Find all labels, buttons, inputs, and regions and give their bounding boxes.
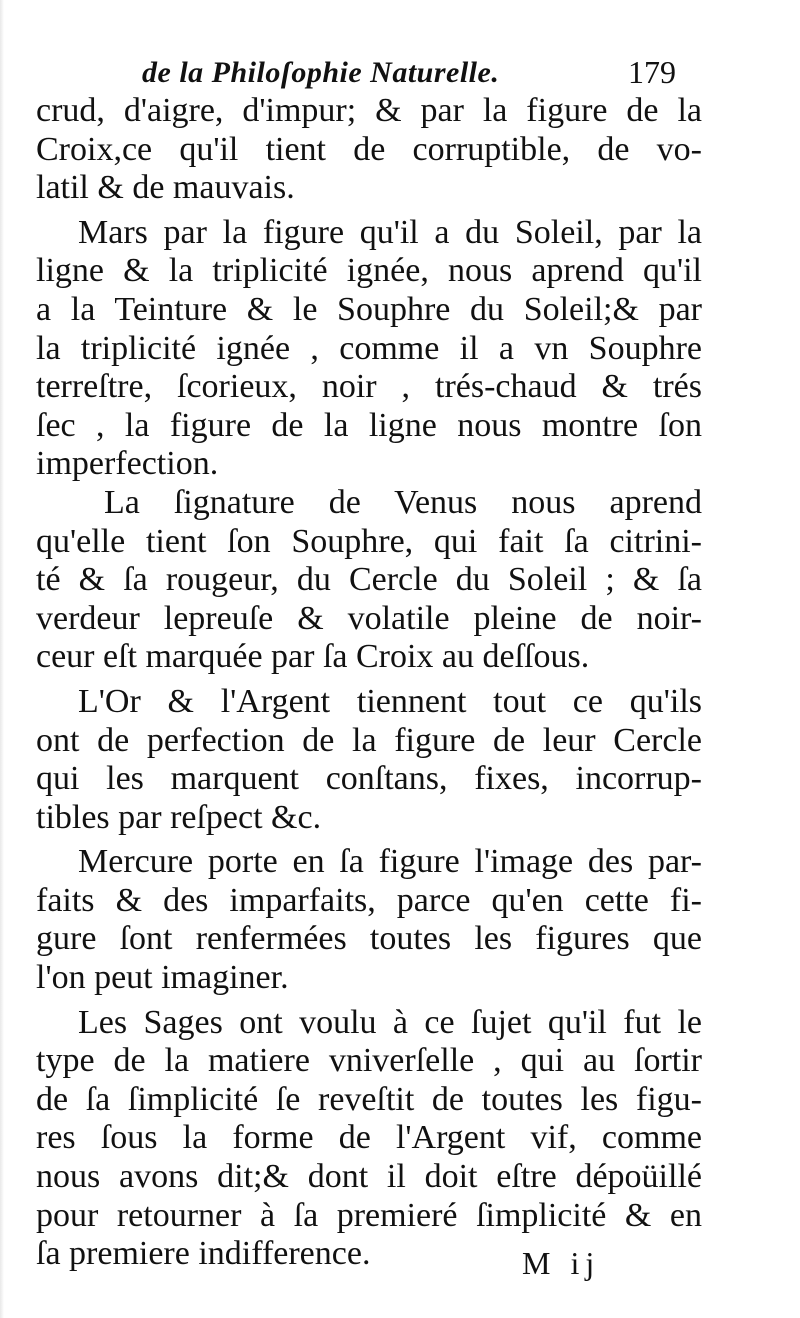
text-line: gure ſont renfermées toutes les figures que: [36, 920, 702, 958]
running-title: de la Philoſophie Naturelle.: [142, 56, 500, 89]
paragraph: [36, 214, 702, 484]
body-text: [36, 92, 702, 1274]
text-line: ſec , la figure de la ligne nous montre ſon: [36, 406, 702, 444]
text-line: ceur eſt marquée par ſa Croix au deſſous.: [36, 638, 590, 676]
text-line: res ſous la forme de l'Argent vif, comme: [36, 1119, 702, 1157]
page-edge-shadow: [0, 0, 4, 1318]
paragraph: [36, 92, 702, 208]
text-line: type de la matiere vniverſelle , qui au ſortir: [36, 1042, 702, 1080]
paragraph: [36, 843, 702, 997]
text-line: l'on peut imaginer.: [36, 959, 289, 997]
signature-mark: M ij: [522, 1245, 601, 1281]
text-line: verdeur lepreuſe & volatile pleine de noir-: [36, 599, 702, 637]
text-line: qu'elle tient ſon Souphre, qui fait ſa citrini-: [36, 522, 702, 560]
text-line: a la Teinture & le Souphre du Soleil;& par: [36, 290, 702, 328]
text-line: Mercure porte en ſa figure l'image des par-: [78, 843, 702, 881]
text-line: de ſa ſimplicité ſe reveſtit de toutes les figu-: [36, 1080, 702, 1118]
paragraph: [36, 683, 702, 837]
text-line: latil & de mauvais.: [36, 169, 295, 207]
paragraph: [36, 484, 702, 677]
text-line: La ſignature de Venus nous aprend: [104, 483, 702, 521]
text-line: crud, d'aigre, d'impur; & par la figure de la: [36, 92, 702, 129]
text-line: terreſtre, ſcorieux, noir , trés-chaud & trés: [36, 368, 702, 406]
text-line: Les Sages ont voulu à ce ſujet qu'il fut le: [78, 1003, 702, 1041]
paragraph: [36, 1004, 702, 1274]
text-line: pour retourner à ſa premieré ſimplicité & en: [36, 1196, 702, 1234]
text-line: ont de perfection de la figure de leur Cercle: [36, 721, 702, 759]
text-line: ligne & la triplicité ignée, nous aprend qu'il: [36, 252, 702, 290]
text-line: imperfection.: [36, 445, 219, 483]
text-line: tibles par reſpect &c.: [36, 798, 322, 836]
text-line: Mars par la figure qu'il a du Soleil, par la: [78, 213, 702, 251]
text-line: L'Or & l'Argent tiennent tout ce qu'ils: [78, 682, 702, 720]
page-number: 179: [628, 54, 676, 90]
text-line: nous avons dit;& dont il doit eſtre dépoüillé: [36, 1158, 702, 1196]
text-line: ſa premiere indifference.: [36, 1235, 371, 1273]
text-line: faits & des imparfaits, parce qu'en cette fi-: [36, 881, 702, 919]
text-line: qui les marquent conſtans, fixes, incorrup-: [36, 760, 702, 798]
text-line: té & ſa rougeur, du Cercle du Soleil ; & ſa: [36, 561, 702, 599]
text-line: Croix,ce qu'il tient de corruptible, de vo-: [36, 130, 702, 168]
text-line: la triplicité ignée , comme il a vn Souphre: [36, 329, 702, 367]
